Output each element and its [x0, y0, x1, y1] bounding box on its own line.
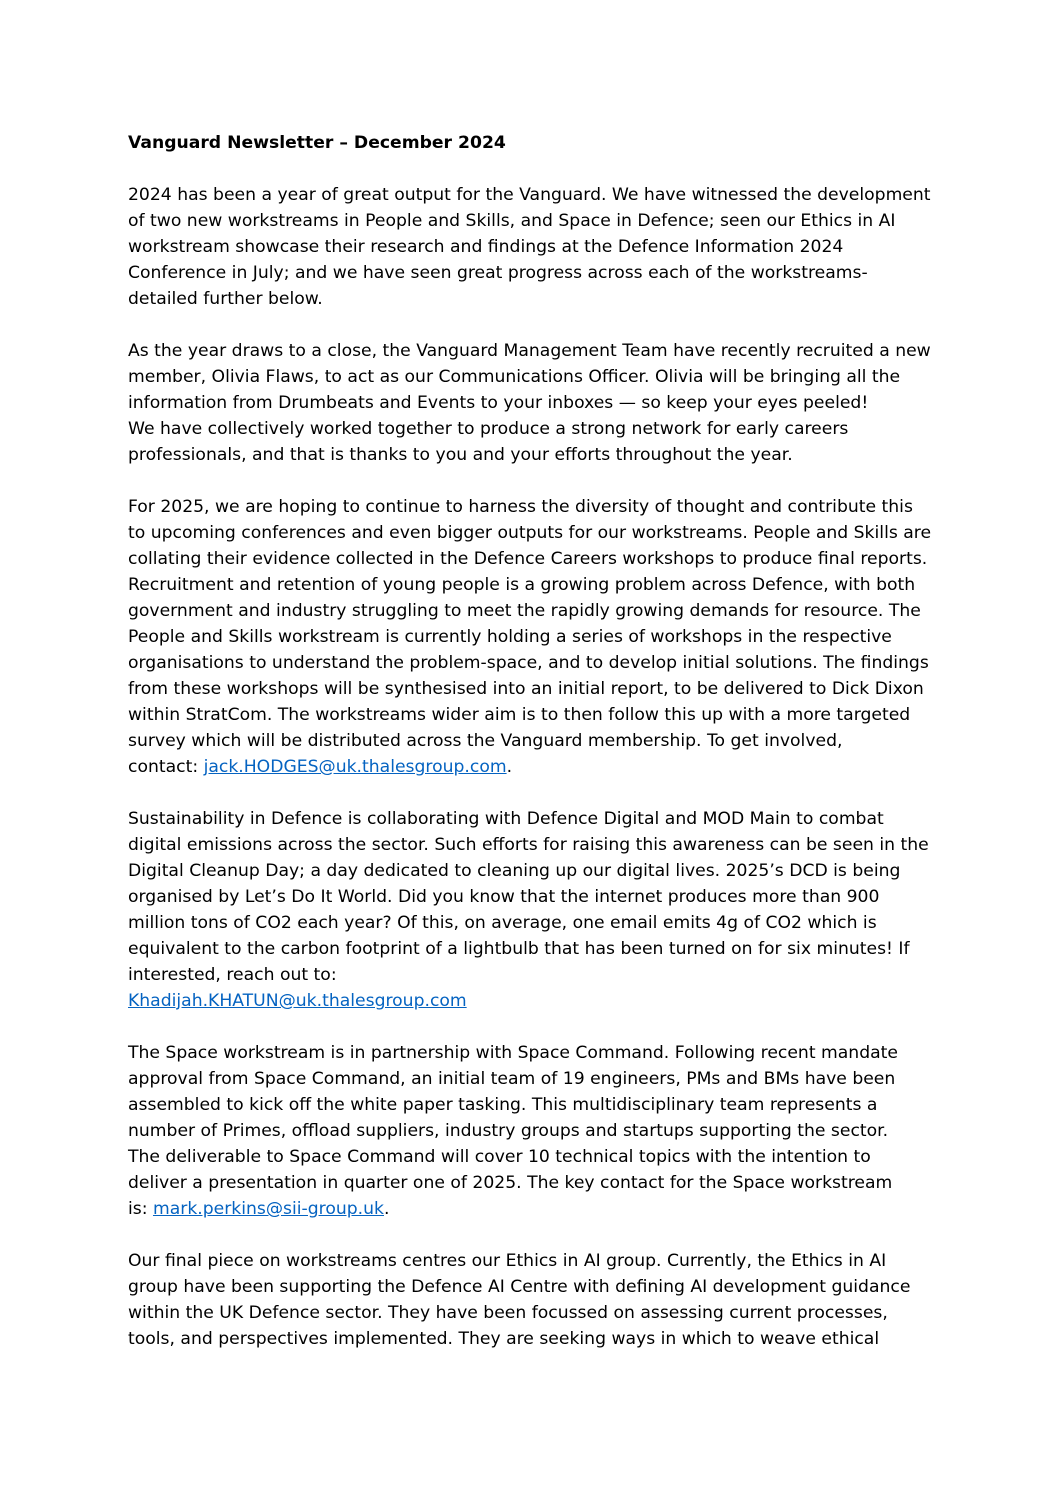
email-link[interactable]: Khadijah.KHATUN@uk.thalesgroup.com: [128, 991, 467, 1011]
text-line: [128, 624, 928, 650]
text-line: [128, 598, 928, 624]
text-line: [128, 1326, 928, 1352]
line-text: member, Olivia Flaws, to act as our Communications Officer. Olivia will be bringing all the: [128, 367, 901, 387]
line-text: equivalent to the carbon footprint of a lightbulb that has been turned on for six minutes! If: [128, 939, 910, 959]
line-text: within StratCom. The workstreams wider aim is to then follow this up with a more targeted: [128, 705, 911, 725]
line-text: contact:: [128, 757, 204, 777]
line-text: to upcoming conferences and even bigger outputs for our workstreams. People and Skills are: [128, 523, 932, 543]
line-text: The Space workstream is in partnership with Space Command. Following recent mandate: [128, 1043, 898, 1063]
line-text: government and industry struggling to meet the rapidly growing demands for resource. The: [128, 601, 921, 621]
text-line: [128, 1300, 928, 1326]
line-text: of two new workstreams in People and Skills, and Space in Defence; seen our Ethics in AI: [128, 211, 896, 231]
text-line: [128, 390, 928, 416]
line-text: 2024 has been a year of great output for the Vanguard. We have witnessed the development: [128, 185, 931, 205]
line-text: workstream showcase their research and findings at the Defence Information 2024: [128, 237, 844, 257]
text-line: [128, 728, 928, 754]
text-line: [128, 1170, 928, 1196]
line-text: group have been supporting the Defence AI Centre with defining AI development guidance: [128, 1277, 911, 1297]
line-text: assembled to kick off the white paper tasking. This multidisciplinary team represents a: [128, 1095, 878, 1115]
text-line: [128, 1274, 928, 1300]
line-text: interested, reach out to:: [128, 965, 337, 985]
paragraphs-container: [128, 182, 932, 1352]
text-line: [128, 702, 928, 728]
text-line: [128, 988, 928, 1014]
line-text-after: .: [506, 757, 513, 777]
line-text: Recruitment and retention of young people is a growing problem across Defence, with both: [128, 575, 916, 595]
text-line: [128, 1248, 928, 1274]
line-text: deliver a presentation in quarter one of 2025. The key contact for the Space workstream: [128, 1173, 893, 1193]
line-text: information from Drumbeats and Events to your inboxes — so keep your eyes peeled!: [128, 393, 869, 413]
text-line: [128, 806, 928, 832]
text-line: [128, 936, 928, 962]
text-line: [128, 754, 928, 780]
line-text: We have collectively worked together to produce a strong network for early careers: [128, 419, 849, 439]
text-line: [128, 832, 928, 858]
text-line: [128, 416, 928, 442]
text-line: [128, 364, 928, 390]
line-text: professionals, and that is thanks to you and your efforts throughout the year.: [128, 445, 793, 465]
text-line: [128, 286, 928, 312]
line-text: Digital Cleanup Day; a day dedicated to cleaning up our digital lives. 2025’s DCD is being: [128, 861, 901, 881]
line-text: The deliverable to Space Command will cover 10 technical topics with the intention to: [128, 1147, 871, 1167]
line-text: People and Skills workstream is currently holding a series of workshops in the respective: [128, 627, 892, 647]
paragraph: [128, 338, 931, 468]
line-text: detailed further below.: [128, 289, 323, 309]
text-line: [128, 1118, 928, 1144]
newsletter-title: Vanguard Newsletter – December 2024: [128, 133, 506, 153]
line-text: Our final piece on workstreams centres our Ethics in AI group. Currently, the Ethics in AI: [128, 1251, 887, 1271]
email-link[interactable]: mark.perkins@sii-group.uk: [152, 1199, 384, 1219]
line-text: approval from Space Command, an initial team of 19 engineers, PMs and BMs have been: [128, 1069, 896, 1089]
text-line: [128, 1144, 928, 1170]
line-text: number of Primes, offload suppliers, industry groups and startups supporting the sector.: [128, 1121, 889, 1141]
line-text: from these workshops will be synthesised into an initial report, to be delivered to Dick Dixon: [128, 679, 924, 699]
text-line: [128, 260, 928, 286]
paragraph: [128, 1040, 928, 1222]
text-line: [128, 676, 928, 702]
line-text: organised by Let’s Do It World. Did you know that the internet produces more than 900: [128, 887, 880, 907]
line-text: million tons of CO2 each year? Of this, on average, one email emits 4g of CO2 which is: [128, 913, 877, 933]
text-line: [128, 572, 928, 598]
line-text: within the UK Defence sector. They have been focussed on assessing current processes,: [128, 1303, 888, 1323]
text-line: [128, 182, 931, 208]
text-line: [128, 1066, 928, 1092]
text-line: [128, 546, 928, 572]
line-text: survey which will be distributed across the Vanguard membership. To get involved,: [128, 731, 843, 751]
line-text: Conference in July; and we have seen great progress across each of the workstreams-: [128, 263, 868, 283]
text-line: [128, 442, 928, 468]
text-line: [128, 884, 928, 910]
line-text: As the year draws to a close, the Vanguard Management Team have recently recruited a new: [128, 341, 931, 361]
line-text: organisations to understand the problem-space, and to develop initial solutions. The findings: [128, 653, 929, 673]
text-line: [128, 520, 932, 546]
paragraph: [128, 494, 932, 780]
line-text: digital emissions across the sector. Such efforts for raising this awareness can be seen in the: [128, 835, 929, 855]
text-line: [128, 858, 928, 884]
line-text: Sustainability in Defence is collaborating with Defence Digital and MOD Main to combat: [128, 809, 884, 829]
line-text-after: .: [384, 1199, 390, 1219]
text-line: [128, 962, 928, 988]
paragraph: [128, 182, 931, 312]
text-line: [128, 208, 928, 234]
line-text: For 2025, we are hoping to continue to harness the diversity of thought and contribute this: [128, 497, 913, 517]
text-line: [128, 234, 928, 260]
paragraph: [128, 806, 928, 1014]
text-line: [128, 650, 928, 676]
paragraph: [128, 1248, 928, 1352]
email-link[interactable]: jack.HODGES@uk.thalesgroup.com: [203, 757, 507, 777]
text-line: [128, 1040, 928, 1066]
text-line: [128, 910, 928, 936]
text-line: [128, 494, 928, 520]
text-line: [128, 1196, 928, 1222]
text-line: [128, 1092, 928, 1118]
text-line: [128, 338, 931, 364]
line-text: collating their evidence collected in the Defence Careers workshops to produce final reports.: [128, 549, 928, 569]
newsletter-body: [128, 130, 932, 1378]
line-text: is:: [128, 1199, 153, 1219]
line-text: tools, and perspectives implemented. They are seeking ways in which to weave ethical: [128, 1329, 880, 1349]
